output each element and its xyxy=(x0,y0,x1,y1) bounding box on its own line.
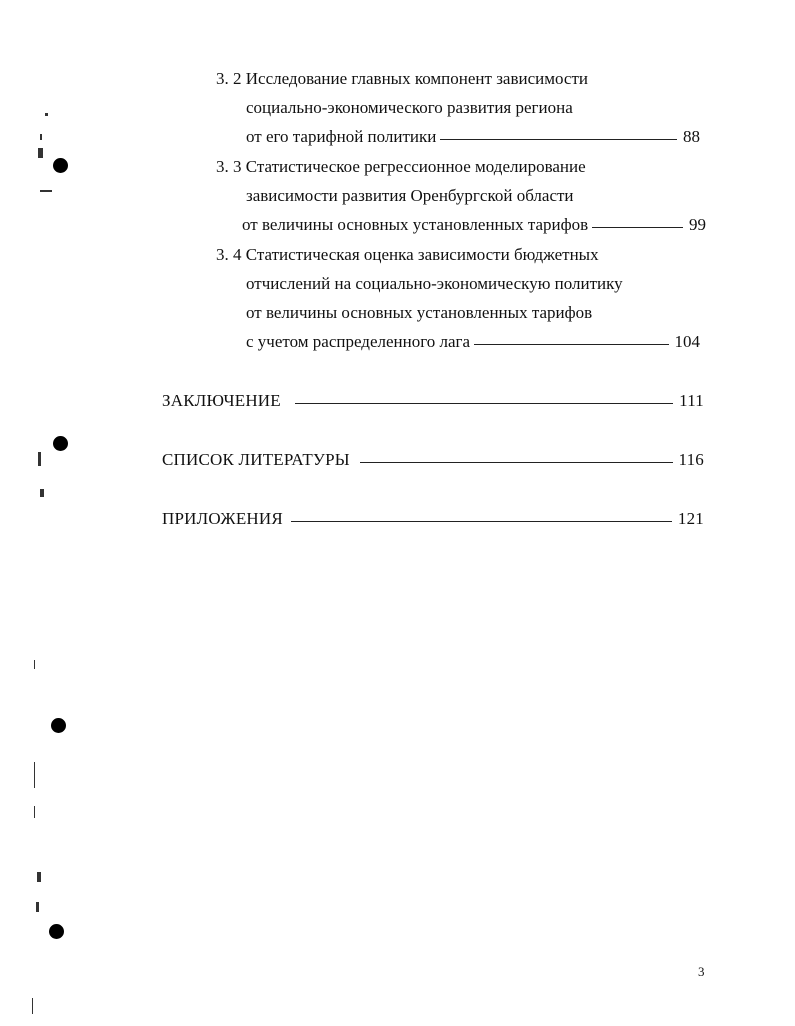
toc-entry-3-4-line2: отчислений на социально-экономическую политику xyxy=(246,274,623,293)
scan-speck xyxy=(34,660,35,669)
scan-speck xyxy=(38,452,41,466)
toc-entry-3-3-text: от величины основных установленных тарифов xyxy=(242,215,589,234)
binder-hole xyxy=(49,924,64,939)
binder-hole xyxy=(53,158,68,173)
scan-speck xyxy=(40,190,52,192)
toc-entry-3-4-line4 xyxy=(246,332,700,352)
toc-appendices-page: 121 xyxy=(677,509,704,528)
scan-speck xyxy=(40,489,44,497)
toc-entry-conclusion xyxy=(162,391,704,411)
dot-leader xyxy=(291,521,672,522)
toc-conclusion-page: 111 xyxy=(679,391,704,410)
toc-entry-references xyxy=(162,450,704,470)
toc-conclusion-label: ЗАКЛЮЧЕНИЕ xyxy=(162,391,281,410)
toc-entry-3-2-page: 88 xyxy=(683,127,700,146)
toc-entry-3-2-line3 xyxy=(246,127,700,147)
toc-entry-3-3-line1: 3. 3 Статистическое регрессионное моделирование xyxy=(216,157,586,176)
toc-entry-3-4-line1: 3. 4 Статистическая оценка зависимости бюджетных xyxy=(216,245,599,264)
dot-leader xyxy=(440,139,677,140)
binder-hole xyxy=(51,718,66,733)
scan-speck xyxy=(36,902,39,912)
dot-leader xyxy=(295,403,673,404)
toc-entry-3-3-line2: зависимости развития Оренбургской области xyxy=(246,186,574,205)
scan-speck xyxy=(34,806,35,818)
dot-leader xyxy=(360,462,673,463)
toc-entry-3-3-line3 xyxy=(242,215,706,235)
scan-speck xyxy=(32,998,33,1014)
toc-entry-3-3-page: 99 xyxy=(689,215,706,234)
page-number: 3 xyxy=(698,964,705,979)
toc-references-label: СПИСОК ЛИТЕРАТУРЫ xyxy=(162,450,350,469)
scan-speck xyxy=(40,134,42,140)
toc-entry-3-4-page: 104 xyxy=(674,332,700,351)
toc-entry-3-4-line3: от величины основных установленных тарифов xyxy=(246,303,593,322)
scan-speck xyxy=(34,762,35,788)
toc-entry-appendices xyxy=(162,509,704,529)
binder-hole xyxy=(53,436,68,451)
scan-speck xyxy=(37,872,41,882)
toc-entry-3-4-text: с учетом распределенного лага xyxy=(246,332,471,351)
toc-entry-3-2-text: от его тарифной политики xyxy=(246,127,437,146)
scan-speck xyxy=(38,148,43,158)
toc-appendices-label: ПРИЛОЖЕНИЯ xyxy=(162,509,283,528)
toc-entry-3-2-line1: 3. 2 Исследование главных компонент зависимости xyxy=(216,69,588,88)
toc-references-page: 116 xyxy=(678,450,704,469)
dot-leader xyxy=(592,227,683,228)
scan-speck xyxy=(45,113,48,116)
dot-leader xyxy=(474,344,668,345)
toc-entry-3-2-line2: социально-экономического развития региона xyxy=(246,98,573,117)
